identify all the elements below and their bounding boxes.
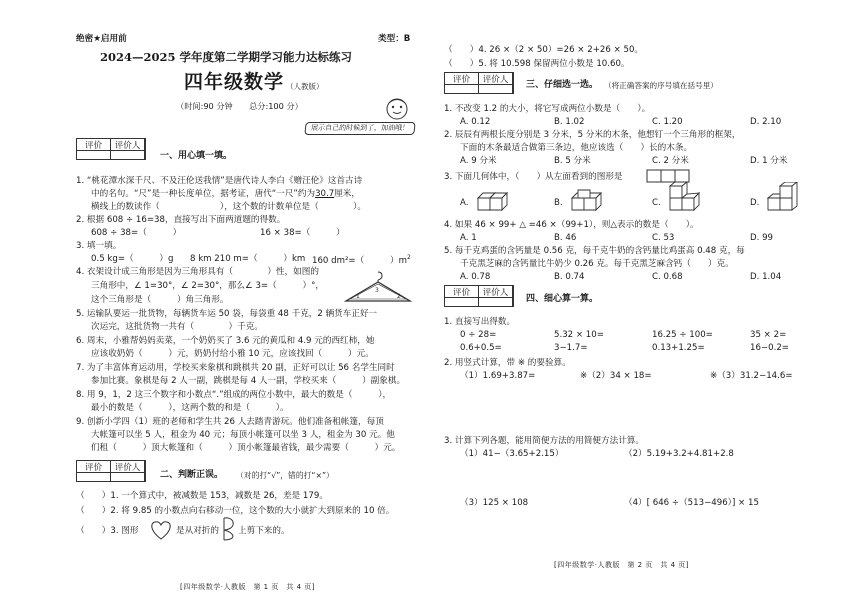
calc-q1-r2-c2: 3−1.7= [554, 343, 588, 353]
svg-text:2: 2 [397, 293, 401, 300]
cube-solid-a [474, 186, 518, 214]
choice-q2-opt-a: A. 9 分米 [460, 156, 497, 166]
calc-q3-item3: （3）125 × 108 [460, 498, 529, 508]
q7-line2: 参加比赛。象棋是每 2 人一副，跳棋是每 4 人一副，学校买来（ ）副象棋。 [91, 376, 406, 386]
q3-c: 160 dm²=（ ）$m^2$ [312, 254, 411, 266]
q1-line3: 横线上的数读作（ ），这个数的计数单位是（ ）。 [91, 202, 366, 212]
q9-line3: 们租（ ）顶大帐篷和（ ）顶小帐篷最省钱，最少需要（ ）元。 [91, 443, 401, 453]
hanger-triangle-figure [342, 268, 414, 308]
judge-q3-a: （ ）3. 图形 [76, 526, 139, 536]
choice-q1-opt-d: D. 2.10 [750, 117, 782, 127]
calc-q1-r1-c4: 35 × 2= [750, 330, 787, 340]
calc-q1-r1-c3: 16.25 ÷ 100= [652, 330, 713, 340]
calc-q3-item4: （4）[ 646 ÷（513−496）] × 15 [624, 498, 759, 508]
year-title: 2024—2025 学年度第二学期学习能力达标练习 [100, 50, 353, 64]
judge-q4: （ ）4. 26 ×（2 × 50）=26 × 2+26 × 50。 [444, 45, 644, 55]
choice-q5-line1: 5. 每千克鸡蛋的含钙量是 0.56 克，每千克牛奶的含钙量比鸡蛋高 0.48 克，每 [444, 246, 745, 256]
choice-q3-opt-c: C. [652, 198, 661, 208]
score-table-col2: 评价人 [111, 139, 145, 159]
svg-text:3: 3 [375, 287, 379, 294]
half-heart-shape-icon [222, 516, 236, 542]
heart-shape-icon [148, 518, 174, 542]
score-table-col1: 评价 [445, 286, 479, 306]
choice-q5-opt-b: B. 0.74 [554, 272, 585, 282]
choice-q2-opt-b: B. 5 分米 [554, 156, 591, 166]
calc-q2-item2: ※（2）34 × 18= [580, 371, 652, 381]
q1-line1: 1. “桃花潭水深千尺、不及汪伦送我情”是唐代诗人李白《赠汪伦》这首古诗 [76, 176, 363, 186]
cube-solid-d [764, 182, 808, 214]
edition-label: （人教版） [286, 82, 324, 91]
q8-line2: 最小的数是（ ），这两个数的和是（ ）。 [91, 403, 289, 413]
q8-line1: 8. 用 9，1，2 这三个数字和小数点“.”组成的两位小数中，最大的数是（ ）， [76, 390, 392, 400]
calc-q1-r2-c3: 0.13+1.25= [652, 343, 705, 353]
calc-q3-item2: （2）5.19+3.2+4.81+2.8 [624, 449, 734, 459]
q4-line2: 三角形中，∠ 1=30°，∠ 2=30°，那么∠ 3=（ ）°， [91, 281, 324, 291]
score-table-col1: 评价 [77, 461, 111, 481]
slogan-badge: 展示自己的时候到了，加油哦！ [304, 122, 415, 135]
score-table-4 [444, 285, 514, 307]
cube-solid-c [666, 182, 710, 214]
calc-q2-item3: ※（3）31.2−14.6= [710, 371, 793, 381]
score-table-col1: 评价 [77, 139, 111, 159]
q1-underlined-number: 30.7 [315, 189, 335, 199]
calc-q1-r2-c1: 0.6+0.5= [460, 343, 502, 353]
q5-line2: 次运完，这批货物一共有（ ）千克。 [91, 322, 263, 332]
choice-q3-opt-b: B. [554, 198, 563, 208]
calc-q1-r2-c4: 16−0.2= [750, 343, 790, 353]
secret-label: 绝密★启用前 [76, 34, 127, 44]
section3-instruction: （将正确答案的序号填在括号里） [604, 81, 718, 90]
calc-q1-r1-c1: 0 ÷ 28= [460, 330, 497, 340]
q2-a: 608 ÷ 38=（ ） [91, 228, 182, 238]
cube-solid-b [568, 186, 612, 214]
q7-line1: 7. 为了丰富体育运动用，学校买来象棋和跳棋共 20 副，正好可以让 56 名学生同时 [76, 363, 395, 373]
choice-q3: 3. 下面几何体中，（ ）从左面看到的图形是 [444, 172, 623, 182]
score-table-3 [444, 72, 514, 94]
choice-q2-opt-c: C. 2 分米 [652, 156, 689, 166]
mascot-icon [384, 96, 410, 122]
choice-q1-opt-a: A. 0.12 [460, 117, 491, 127]
score-table-col2: 评价人 [479, 73, 513, 93]
q4-line1: 4. 衣架设计成三角形是因为三角形具有（ ）性，如图的 [76, 267, 319, 277]
q2-line1: 2. 根据 608 ÷ 16=38，直接写出下面两道题的得数。 [76, 215, 286, 225]
choice-q5-opt-a: A. 0.78 [460, 272, 491, 282]
judge-q2: （ ）2. 将 9.85 的小数点向右移动一位，这个数的大小就扩大到原来的 10 倍。 [76, 506, 395, 516]
score-table-1 [76, 138, 146, 160]
type-label: 类型：B [378, 34, 411, 44]
score-table-col2: 评价人 [111, 461, 145, 481]
choice-q4: 4. 如果 46 × 99+ △ =46 ×（99+1），则△表示的数是（ ）。 [444, 220, 699, 230]
calc-q1-r1-c2: 5.32 × 10= [554, 330, 604, 340]
score-table-col1: 评价 [445, 73, 479, 93]
choice-q3-opt-a: A. [460, 198, 469, 208]
svg-text:1: 1 [356, 293, 360, 300]
time-info: （时间:90 分钟 总分:100 分） [176, 101, 303, 111]
exam-page-2 [430, 0, 860, 608]
section2-instruction: （对的打“√”，错的打“×”） [236, 471, 334, 480]
page1-footer: [四年级数学·人教版 第 1 页 共 4 页] [180, 583, 315, 591]
calc-q2-title: 2. 用竖式计算，带 ※ 的要验算。 [444, 358, 571, 368]
calc-q3-title: 3. 计算下列各题，能用简便方法的用简便方法计算。 [444, 436, 644, 446]
choice-q1-opt-b: B. 1.02 [554, 117, 585, 127]
judge-q3-b: 是从对折的 [176, 526, 219, 536]
q4-line3: 这个三角形是（ ）角三角形。 [91, 295, 229, 305]
q9-line1: 9. 创新小学四（1）班的老师和学生共 26 人去踏青游玩。他们准备租帐篷，每顶 [76, 417, 384, 427]
q6-line2: 应该收奶奶（ ）元，奶奶付给小雅 10 元，应该找回（ ）元。 [91, 349, 374, 359]
choice-q1-opt-c: C. 1.20 [652, 117, 683, 127]
q3-line1: 3. 填一填。 [76, 241, 122, 251]
judge-q5: （ ）5. 将 10.598 保留两位小数是 10.60。 [444, 59, 630, 69]
q6-line1: 6. 周末，小雅帮妈妈卖菜，一个奶奶买了 3.6 元的黄瓜和 4.9 元的西红柿，她 [76, 336, 375, 346]
score-table-col2: 评价人 [479, 286, 513, 306]
q1-line2: 中的名句。“尺”是一种长度单位，据考证，唐代“一尺”约为30.7厘米， [91, 189, 360, 199]
calc-q2-item1: （1）1.69+3.87= [460, 371, 536, 381]
section2-title: 二、判断正误。 [160, 470, 224, 480]
section1-title: 一、用心填一填。 [160, 151, 233, 161]
section4-title: 四、细心算一算。 [526, 294, 599, 304]
choice-q2-opt-d: D. 1 分米 [750, 156, 788, 166]
q3-a: 0.5 kg=（ ）g [91, 254, 174, 264]
calc-q3-item1: （1）41−（3.65+2.15） [460, 449, 564, 459]
choice-q2-line1: 2. 辰辰有两根长度分别是 3 分米，5 分米的木条，他想钉一个三角形的框架， [444, 130, 741, 140]
judge-q1: （ ）1. 一个算式中，被减数是 153，减数是 26，差是 179。 [76, 491, 328, 501]
calc-q1-title: 1. 直接写出得数。 [444, 317, 516, 327]
judge-q3-c: 上剪下来的。 [238, 526, 290, 536]
q3-b: 8 km 210 m=（ ）km [190, 254, 306, 264]
subject-title: 四年级数学 [184, 71, 285, 93]
choice-q4-opt-a: A. 1 [460, 233, 477, 243]
choice-q5-opt-c: C. 0.68 [652, 272, 683, 282]
q2-b: 16 × 38=（ ） [260, 228, 345, 238]
score-table-2 [76, 460, 146, 482]
choice-q1: 1. 不改变 1.2 的大小，将它写成两位小数是（ ）。 [444, 104, 651, 114]
choice-q4-opt-b: B. 46 [554, 233, 577, 243]
choice-q5-line2: 千克黑芝麻的含钙量比牛奶少 0.26 克。每千克黑芝麻含钙（ ）克。 [460, 259, 734, 269]
choice-q5-opt-d: D. 1.04 [750, 272, 782, 282]
choice-q2-line2: 下面的木条最适合做第三条边，他应该选（ ）长的木条。 [460, 143, 693, 153]
choice-q4-opt-c: C. 53 [652, 233, 675, 243]
q5-line1: 5. 运输队要运一批货物，每辆货车运 50 袋，每袋重 48 千克，2 辆货车正好一 [76, 309, 378, 319]
choice-q3-opt-d: D. [750, 198, 760, 208]
q9-line2: 大帐篷可以坐 5 人，租金为 40 元；每顶小帐篷可以坐 3 人，租金为 30 元。他 [91, 430, 395, 440]
page2-footer: [四年级数学·人教版 第 2 页 共 4 页] [554, 561, 689, 569]
section3-title: 三、仔细选一选。 [526, 80, 599, 90]
choice-q4-opt-d: D. 99 [750, 233, 774, 243]
